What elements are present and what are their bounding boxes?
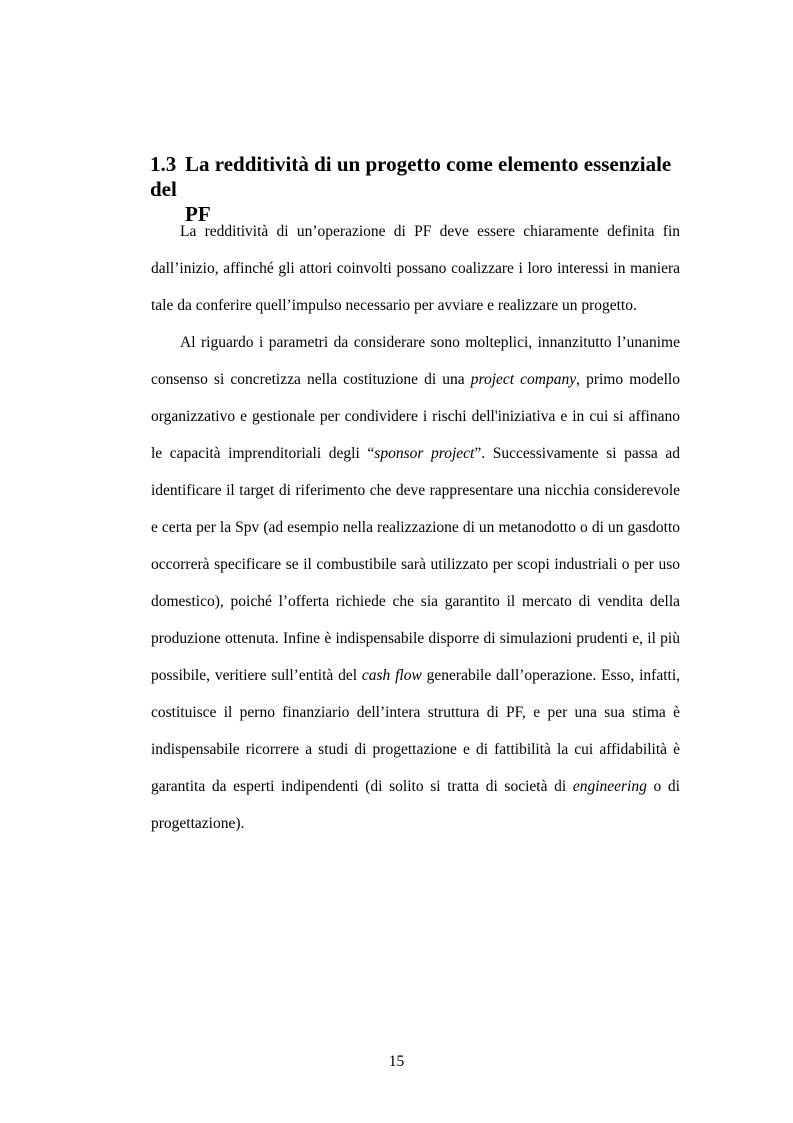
term-engineering: engineering [572, 778, 647, 795]
term-project-company: project company [470, 371, 577, 388]
body-text [151, 213, 680, 842]
paragraph-2-text-e: o di progettazione). [151, 778, 680, 832]
paragraph-2-text-c: ”. Successivamente si passa ad identificare il target di riferimento che deve rappresentare una nicchia considerevole e certa per la Spv (ad esempio nella realizzazione di un metanodotto o di un gasdotto occorrerà specificare se il combustibile sarà utilizzato per scopi industriali o per uso domestico), poiché l’offerta richiede che sia garantito il mercato di vendita della produzione ottenuta. Infine è indispensabile disporre di simulazioni prudenti e, il più possibile, veritiere sull’entità del [151, 445, 680, 684]
paragraph-1-text: La redditività di un’operazione di PF deve essere chiaramente definita fin dall’inizio, affinché gli attori coinvolti possano coalizzare i loro interessi in maniera tale da conferire quell’impulso necessario per avviare e realizzare un progetto. [151, 223, 680, 314]
term-sponsor-project: sponsor project [374, 445, 475, 462]
paragraph-2-text-b: , primo modello organizzativo e gestionale per condividere i rischi dell'iniziativa e in cui si affinano le capacità imprenditoriali degli “ [151, 371, 680, 462]
paragraph-2-text-d: generabile dall’operazione. Esso, infatti, costituisce il perno finanziario dell’intera struttura di PF, e per una sua stima è indispensabile ricorrere a studi di progettazione e di fattibilità la cui affidabilità è garantita da esperti indipendenti (di solito si tratta di società di [151, 667, 681, 795]
paragraph-1 [151, 213, 680, 324]
term-cash-flow: cash flow [361, 667, 422, 684]
page-number: 15 [388, 1053, 405, 1070]
paragraph-2-text-a: Al riguardo i parametri da considerare sono molteplici, innanzitutto l’unanime consenso si concretizza nella costituzione di una [151, 334, 680, 388]
section-title-line1: La redditività di un progetto come elemento essenziale del [150, 152, 672, 201]
section-title-line2: PF [185, 202, 211, 226]
section-number: 1.3 [150, 152, 177, 176]
paragraph-2 [151, 324, 680, 842]
